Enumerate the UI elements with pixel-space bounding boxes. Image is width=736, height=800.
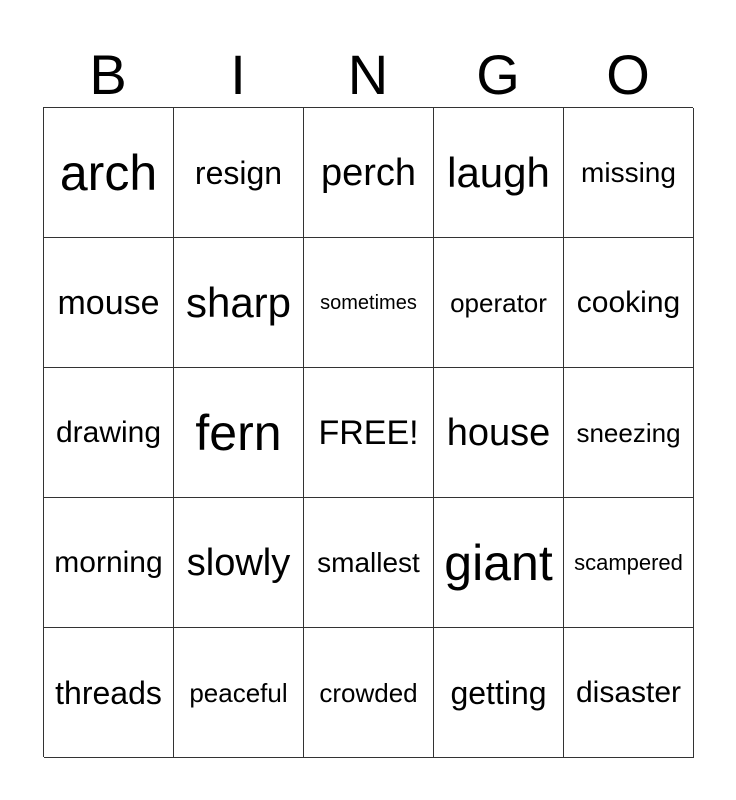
bingo-cell[interactable]: scampered	[564, 498, 694, 628]
bingo-card-grid	[43, 107, 693, 757]
bingo-cell[interactable]: crowded	[304, 628, 434, 758]
bingo-cell[interactable]: mouse	[44, 238, 174, 368]
bingo-cell[interactable]: sharp	[174, 238, 304, 368]
bingo-cell[interactable]: cooking	[564, 238, 694, 368]
bingo-cell[interactable]: fern	[174, 368, 304, 498]
bingo-cell[interactable]: house	[434, 368, 564, 498]
bingo-cell[interactable]: drawing	[44, 368, 174, 498]
header-letter-g: G	[476, 43, 520, 106]
bingo-cell[interactable]: threads	[44, 628, 174, 758]
header-letter-n: N	[347, 43, 389, 106]
bingo-cell[interactable]: resign	[174, 108, 304, 238]
bingo-cell[interactable]: giant	[434, 498, 564, 628]
header-letter-b: B	[89, 43, 127, 106]
bingo-cell[interactable]: FREE!	[304, 368, 434, 498]
bingo-cell[interactable]: arch	[44, 108, 174, 238]
bingo-cell[interactable]: morning	[44, 498, 174, 628]
bingo-cell[interactable]: peaceful	[174, 628, 304, 758]
bingo-header	[43, 44, 693, 106]
bingo-cell[interactable]: slowly	[174, 498, 304, 628]
header-letter-i: I	[230, 43, 246, 106]
bingo-cell[interactable]: smallest	[304, 498, 434, 628]
bingo-cell[interactable]: sneezing	[564, 368, 694, 498]
bingo-cell[interactable]: disaster	[564, 628, 694, 758]
bingo-cell[interactable]: sometimes	[304, 238, 434, 368]
bingo-cell[interactable]: missing	[564, 108, 694, 238]
bingo-cell[interactable]: laugh	[434, 108, 564, 238]
bingo-cell[interactable]: operator	[434, 238, 564, 368]
bingo-cell[interactable]: perch	[304, 108, 434, 238]
bingo-cell[interactable]: getting	[434, 628, 564, 758]
header-letter-o: O	[606, 43, 650, 106]
